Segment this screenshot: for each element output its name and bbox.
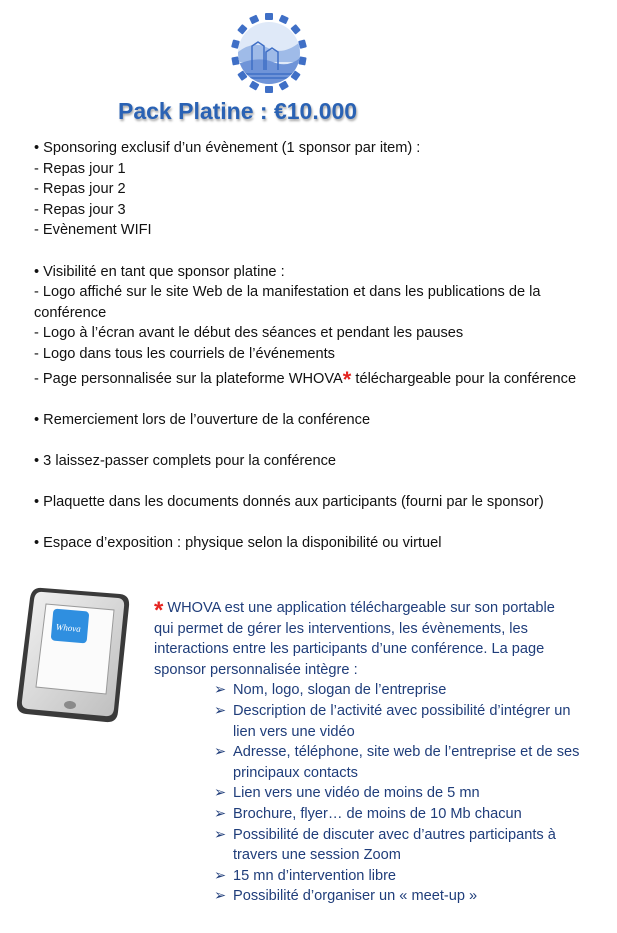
list-item: ➢ Brochure, flyer… de moins de 10 Mb chacun	[154, 804, 594, 825]
section-brochure: • Plaquette dans les documents donnés aux participants (fourni par le sponsor)	[34, 494, 544, 511]
arrow-bullet-icon: ➢	[214, 888, 227, 905]
arrow-bullet-icon: ➢	[214, 682, 227, 699]
list-item: - Logo dans tous les courriels de l’événements	[34, 345, 335, 362]
list-item: - Logo affiché sur le site Web de la manifestation et dans les publications de la conférence	[34, 284, 541, 321]
list-item: ➢ 15 mn d’intervention libre	[154, 866, 594, 887]
section-visibility	[34, 262, 609, 390]
arrow-bullet-icon: ➢	[214, 744, 227, 761]
list-item-whova-page	[34, 366, 609, 392]
whova-intro	[154, 598, 574, 680]
list-item: - Repas jour 1	[34, 160, 126, 177]
arrow-bullet-icon: ➢	[214, 826, 227, 843]
whova-app-label: Whova	[55, 621, 82, 634]
arrow-bullet-icon: ➢	[214, 785, 227, 802]
arrow-bullet-icon: ➢	[214, 867, 227, 884]
list-item: ➢ Possibilité d’organiser un « meet-up »	[154, 886, 594, 907]
smartphone-icon	[12, 586, 134, 726]
list-item: - Evènement WIFI	[34, 222, 152, 239]
list-item: ➢ Nom, logo, slogan de l’entreprise	[154, 680, 594, 701]
section-heading: • Visibilité en tant que sponsor platine :	[34, 263, 285, 280]
section-exclusive-sponsoring	[34, 138, 609, 241]
section-exhibition: • Espace d’exposition : physique selon la disponibilité ou virtuel	[34, 535, 442, 552]
whova-page-text: - Page personnalisée sur la plateforme WHOVA	[34, 370, 343, 387]
whova-intro-text: WHOVA est une application téléchargeable sur son portable qui permet de gérer les interventions, les évènements, les interactions entre les participants d’une conférence. La page sponsor personnalisée intègre :	[154, 600, 555, 678]
list-item: - Repas jour 3	[34, 201, 126, 218]
whova-description	[154, 598, 594, 907]
list-item: ➢ Lien vers une vidéo de moins de 5 mn	[154, 783, 594, 804]
sponsorship-details	[34, 138, 609, 554]
section-passes: • 3 laissez-passer complets pour la conférence	[34, 452, 336, 469]
page-title: Pack Platine : €10.000	[118, 98, 358, 124]
list-item: - Logo à l’écran avant le début des séances et pendant les pauses	[34, 325, 464, 342]
list-item: ➢ Description de l’activité avec possibilité d’intégrer un lien vers une vidéo	[214, 702, 571, 740]
conference-emblem-icon	[228, 12, 310, 94]
whova-page-text-end: téléchargeable pour la conférence	[351, 370, 577, 387]
list-item: ➢ Adresse, téléphone, site web de l’entreprise et de ses principaux contacts	[214, 744, 580, 781]
list-item: ➢ Possibilité de discuter avec d’autres participants à travers une session Zoom	[214, 826, 556, 864]
asterisk-mark: *	[342, 366, 352, 392]
section-thanks: • Remerciement lors de l’ouverture de la conférence	[34, 411, 371, 428]
arrow-bullet-icon: ➢	[214, 702, 227, 719]
list-item: - Repas jour 2	[34, 181, 126, 198]
arrow-bullet-icon: ➢	[214, 805, 227, 822]
asterisk-mark: *	[154, 597, 164, 624]
section-heading: • Sponsoring exclusif d’un évènement (1 sponsor par item) :	[34, 140, 421, 156]
